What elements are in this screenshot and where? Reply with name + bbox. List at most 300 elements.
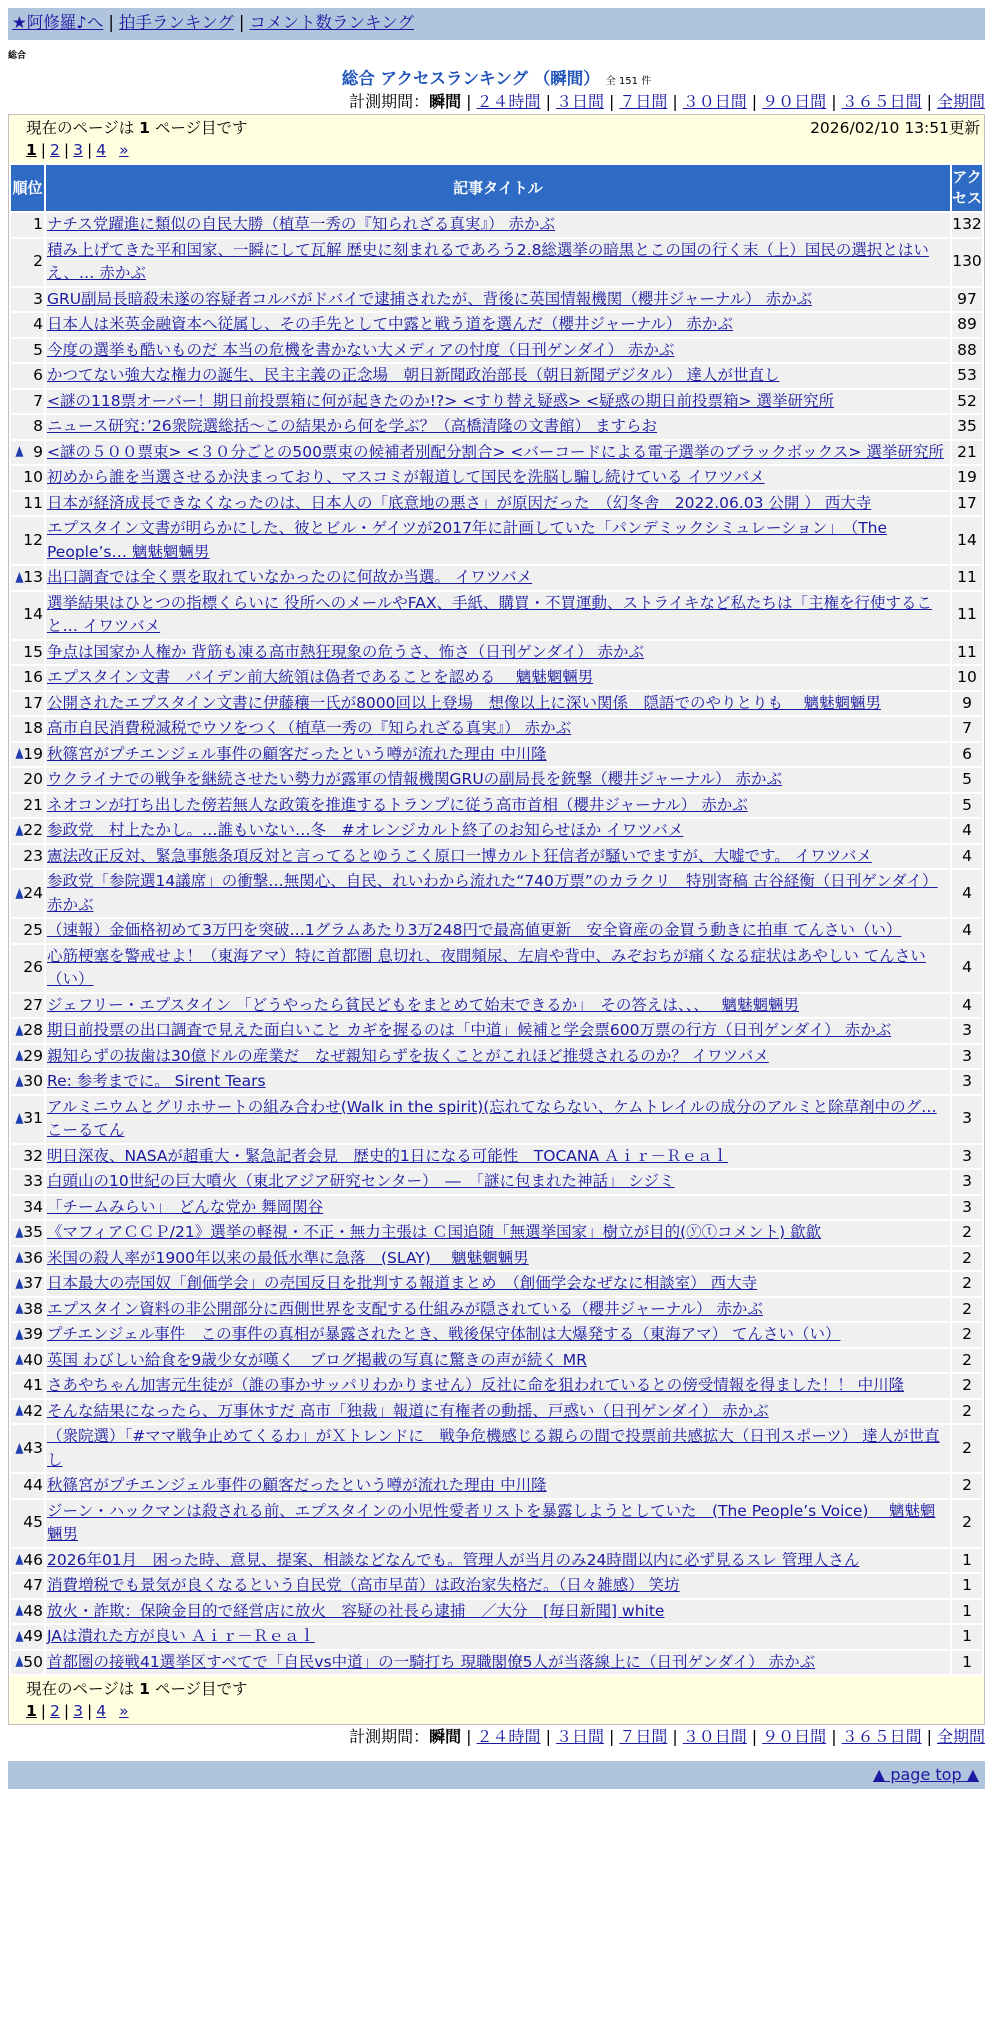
rank-cell [11,1019,44,1043]
title-cell [46,1323,950,1347]
rank-number: 43 [23,1438,43,1457]
rank-cell [11,339,44,363]
table-row [11,517,982,564]
table-row [11,1019,982,1043]
rank-number: 4 [33,315,43,333]
up-arrow-icon: ▲ [15,1274,24,1291]
table-row [11,1045,982,1069]
rank-number: 29 [23,1046,43,1065]
rank-cell [11,1425,44,1472]
period-link[interactable]: 全期間 [936,1727,985,1746]
title-cell [46,1474,950,1498]
col-access-header: アクセス [952,165,982,211]
article-link[interactable]: 《マフィアＣＣＰ/21》選挙の軽視・不正・無力主張は Ｃ国追随「無選挙国家」樹立が目的(ⓨⓣコメント) 歙歙 [47,1223,822,1241]
rank-number: 40 [23,1350,43,1369]
page-link[interactable]: 4 [96,1702,107,1720]
up-arrow-icon: ▲ [15,443,24,460]
rank-cell [11,415,44,439]
access-count: 2 [952,1425,982,1472]
rank-cell [11,1096,44,1143]
article-link[interactable]: 出口調査では全く票を取れていなかったのに何故か当選。 イワツバメ [47,568,533,586]
table-row [11,919,982,943]
rank-cell [11,919,44,943]
title-cell [46,1349,950,1373]
title-cell [46,1221,950,1245]
access-count: 11 [952,592,982,639]
table-row [11,339,982,363]
current-page-text: 現在のページは 1 ページ目です [26,119,248,137]
page-title [8,68,985,90]
access-count: 88 [952,339,982,363]
access-count: 3 [952,1170,982,1194]
up-arrow-icon: ▲ [15,1351,24,1368]
article-link[interactable]: 高市自民消費税減税でウソをつく（植草一秀の『知られざる真実』） 赤かぶ [47,719,572,737]
article-link[interactable]: GRU副局長暗殺未遂の容疑者コルバがドバイで逮捕されたが、背後に英国情報機関（櫻井ジャーナル） 赤かぶ [47,289,813,308]
article-link[interactable]: プチエンジェル事件 この事件の真相が暴露されたとき、戦後保守体制は大爆発する（東海アマ） てんさい（い） [47,1325,841,1343]
up-arrow-icon: ▲ [15,1402,24,1419]
rank-cell [11,313,44,337]
table-row [11,743,982,767]
rank-number: 12 [23,530,43,549]
period-link[interactable]: ９０日間 [762,1727,827,1746]
table-row [11,1145,982,1169]
page-link[interactable]: 3 [73,141,84,159]
rank-number: 22 [23,821,43,839]
up-arrow-icon: ▲ [15,1021,24,1038]
rank-number: 42 [23,1401,43,1420]
table-row [11,239,982,286]
page-links-bottom: 1 | 2 | 3 | 4 » [26,1702,129,1720]
rank-cell [11,492,44,516]
rank-number: 36 [23,1248,43,1267]
access-count: 2 [952,1500,982,1547]
access-count: 1 [952,1600,982,1624]
title-cell [46,1651,950,1675]
table-row [11,313,982,337]
up-arrow-icon: ▲ [15,745,24,762]
rank-number: 31 [23,1109,43,1128]
article-link[interactable]: 首都圏の接戦41選挙区すべてで「自民vs中道」の一騎打ち 現職閣僚5人が当落線上に（日刊ゲンダイ） 赤かぶ [47,1652,816,1671]
access-count: 5 [952,794,982,818]
title-cell [46,945,950,992]
table-row [11,1625,982,1649]
rank-cell [11,845,44,869]
table-row [11,1221,982,1245]
access-count: 9 [952,692,982,716]
access-count: 4 [952,845,982,869]
rank-cell [11,1349,44,1373]
period-link[interactable]: 全期間 [936,92,985,111]
home-link[interactable]: ★阿修羅♪へ [12,13,104,32]
period-link[interactable]: ２４時間 [476,92,541,111]
access-count: 3 [952,1145,982,1169]
title-cell [46,313,950,337]
access-count: 4 [952,945,982,992]
rank-cell [11,1474,44,1498]
rank-cell [11,870,44,917]
access-count: 19 [952,466,982,490]
period-label: 計測期間： [349,1727,430,1746]
article-link[interactable]: 親知らずの抜歯は30億ドルの産業だ なぜ親知らずを抜くことがこれほど推奨されるのか？ イワツバメ [47,1046,769,1065]
access-count: 2 [952,1298,982,1322]
rank-cell [11,441,44,465]
next-page-link[interactable]: » [119,1702,129,1720]
access-count: 1 [952,1625,982,1649]
table-row [11,1574,982,1598]
rank-number: 27 [23,995,43,1014]
up-arrow-icon: ▲ [15,821,24,838]
access-count: 3 [952,1096,982,1143]
title-cell [46,390,950,414]
title-cell [46,768,950,792]
period-link[interactable]: ９０日間 [762,92,827,111]
top-nav: ★阿修羅♪へ | 拍手ランキング | コメント数ランキング [8,8,985,40]
article-link[interactable]: 消費増税でも景気が良くなるという自民党（高市早苗）は政治家失格だ。（日々雑感） 笑坊 [47,1576,680,1594]
ranking-box [8,114,985,1725]
rank-cell [11,239,44,286]
table-row [11,441,982,465]
rank-number: 47 [23,1576,43,1594]
clap-ranking-link[interactable]: 拍手ランキング [118,13,234,32]
article-link[interactable]: 憲法改正反対、緊急事態条項反対と言ってるとゆうこく原口一博カルト狂信者が騒いでますが、大嘘です。 イワツバメ [47,846,872,865]
access-count: 21 [952,441,982,465]
table-row [11,768,982,792]
access-count: 4 [952,819,982,843]
title-cell [46,415,950,439]
title-cell [46,566,950,590]
article-link[interactable]: 日本が経済成長できなくなったのは、日本人の「底意地の悪さ」が原因だった （幻冬舎 2022.06.03 公開 ） 西大寺 [47,493,872,512]
table-row [11,492,982,516]
article-link[interactable]: さあやちゃん加害元生徒が（誰の事かサッパリわかりません）反社に命を狙われているとの傍受情報を得ました！！ 中川隆 [47,1376,905,1394]
article-link[interactable]: 公開されたエプスタイン文書に伊藤穰一氏が8000回以上登場 想像以上に深い関係 隠語でのやりとりも 魑魅魍魎男 [47,693,881,712]
page-current: 1 [26,1702,37,1720]
article-link[interactable]: かつてない強大な権力の誕生、民主主義の正念場 朝日新聞政治部長（朝日新聞デジタル） 達人が世直し [47,366,780,384]
page-current: 1 [26,141,37,159]
article-link[interactable]: ウクライナでの戦争を継続させたい勢力が露軍の情報機関GRUの副局長を銃撃（櫻井ジャーナル） 赤かぶ [47,770,783,788]
table-row [11,1272,982,1296]
rank-cell [11,517,44,564]
title-cell [46,1574,950,1598]
page-link[interactable]: 2 [50,141,60,159]
rank-number: 30 [23,1072,43,1090]
title-cell [46,288,950,312]
up-arrow-icon: ▲ [15,1249,24,1266]
title-cell [46,1549,950,1573]
period-link[interactable]: ３６５日間 [841,92,922,111]
period-link[interactable]: ３０日間 [682,1727,747,1746]
access-count: 2 [952,1400,982,1424]
period-link[interactable]: ７日間 [619,92,668,111]
title-cell [46,1196,950,1220]
table-row [11,1247,982,1271]
access-count: 130 [952,239,982,286]
access-count: 2 [952,1247,982,1271]
ranking-rows [11,213,982,1674]
article-link[interactable]: 参政党 村上たかし。…誰もいない…冬 #オレンジカルト終了のお知らせほか イワツバメ [47,821,684,839]
updated-time: 2026/02/10 13:51更新 [810,119,980,137]
access-count: 2 [952,1349,982,1373]
rank-cell [11,566,44,590]
title-cell [46,492,950,516]
article-link[interactable]: 初めから誰を当選させるか決まっており、マスコミが報道して国民を洗脳し騙し続けている イワツバメ [47,468,765,486]
article-link[interactable]: 秋篠宮がプチエンジェル事件の顧客だったという噂が流れた理由 中川隆 [47,1476,547,1494]
article-link[interactable]: 英国 わびしい給食を9歳少女が嘆く ブログ掲載の写真に驚きの声が続く MR [47,1350,587,1369]
table-row [11,717,982,741]
up-arrow-icon: ▲ [15,1439,24,1456]
title-cell [46,994,950,1018]
access-count: 2 [952,1374,982,1398]
rank-number: 18 [23,719,43,737]
rank-cell [11,819,44,843]
title-cell [46,466,950,490]
title-cell [46,592,950,639]
rank-cell [11,1247,44,1271]
rank-number: 45 [23,1513,43,1532]
table-row [11,1474,982,1498]
table-row [11,1323,982,1347]
rank-number: 20 [23,770,43,788]
rank-cell [11,994,44,1018]
ranking-table [9,163,984,1676]
page-links: 1 | 2 | 3 | 4 » [26,141,129,159]
article-link[interactable]: ネオコンが打ち出した傍若無人な政策を推進するトランプに従う高市首相（櫻井ジャーナル） 赤かぶ [47,795,748,814]
rank-cell [11,692,44,716]
current-page-text-bottom: 現在のページは 1 ページ目です [26,1680,248,1698]
table-row [11,1400,982,1424]
period-link[interactable]: ３日間 [555,1727,604,1746]
title-cell [46,1625,950,1649]
table-row [11,666,982,690]
access-count: 97 [952,288,982,312]
up-arrow-icon: ▲ [15,1627,24,1644]
title-cell [46,441,950,465]
article-link[interactable]: エプスタイン文書が明らかにした、彼とビル・ゲイツが2017年に計画していた「パンデミックシミュレーション」 （The People’s… 魑魅魍魎男 [47,519,888,561]
title-cell [46,239,950,286]
period-link[interactable]: ３６５日間 [841,1727,922,1746]
article-link[interactable]: 参政党「参院選14議席」の衝撃…無関心、自民、れいわから流れた“740万票”のカラクリ 特別寄稿 古谷経衡（日刊ゲンダイ） 赤かぶ [47,872,938,914]
rank-number: 35 [23,1223,43,1241]
article-link[interactable]: 期日前投票の出口調査で見えた面白いこと カギを握るのは「中道」候補と学会票600万票の行方（日刊ゲンダイ） 赤かぶ [47,1021,892,1039]
title-cell [46,819,950,843]
table-row [11,1600,982,1624]
title-cell [46,1500,950,1547]
rank-number: 48 [23,1601,43,1620]
access-count: 10 [952,666,982,690]
rank-cell [11,1400,44,1424]
title-cell [46,1070,950,1094]
rank-number: 41 [23,1376,43,1394]
rank-number: 2 [33,252,43,271]
article-link[interactable]: エプスタイン文書 バイデン前大統領は偽者であることを認める 魑魅魍魎男 [47,668,594,686]
rank-cell [11,945,44,992]
rank-cell [11,466,44,490]
rank-cell [11,1272,44,1296]
article-link[interactable]: 日本最大の売国奴「創価学会」の売国反日を批判する報道まとめ （創価学会なぜなに相談室） 西大寺 [47,1274,758,1292]
access-count: 2 [952,1272,982,1296]
table-row [11,466,982,490]
up-arrow-icon: ▲ [15,1223,24,1240]
title-cell [46,213,950,237]
table-row [11,1096,982,1143]
period-link[interactable]: ７日間 [619,1727,668,1746]
article-link[interactable]: JAは潰れた方が良い Ａｉｒ－Ｒｅａｌ [47,1627,315,1645]
table-row [11,1349,982,1373]
article-link[interactable]: （衆院選）「#ママ戦争止めてくるわ」がＸトレンドに 戦争危機感じる親らの間で投票前共感拡大（日刊スポーツ） 達人が世直し [47,1427,940,1469]
pager-bottom [9,1676,984,1724]
article-link[interactable]: ジェフリー・エプスタイン 「どうやったら貧民どもをまとめて始末できるか」 その答えは、、、 魑魅魍魎男 [47,995,799,1014]
table-row [11,1170,982,1194]
article-link[interactable]: ジーン・ハックマンは殺される前、エプスタインの小児性愛者リストを暴露しようとしていた (The People’s Voice) 魑魅魍魎男 [47,1501,936,1543]
page-link[interactable]: 2 [50,1702,60,1720]
period-selector-top: 計測期間：瞬間 | ２４時間 | ３日間 | ７日間 | ３０日間 | ９０日間 | ３６５日間 | 全期間 [349,92,985,111]
access-count: 2 [952,1221,982,1245]
title-cell [46,339,950,363]
article-link[interactable]: ナチス党躍進に類似の自民大勝（植草一秀の『知られざる真実』） 赤かぶ [47,215,556,233]
article-link[interactable]: アルミニウムとグリホサートの組み合わせ(Walk in the spirit)(忘れてならない、ケムトレイルの成分のアルミと除草剤中のグ… こーるてん [47,1097,937,1139]
rank-cell [11,1045,44,1069]
rank-number: 34 [23,1197,43,1216]
article-link[interactable]: 争点は国家か人権か 背筋も凍る高市熱狂現象の危うさ、怖さ（日刊ゲンダイ） 赤かぶ [47,642,644,661]
title-cell [46,641,950,665]
period-link[interactable]: ２４時間 [476,1727,541,1746]
rank-number: 44 [23,1476,43,1494]
table-row [11,288,982,312]
rank-cell [11,1549,44,1573]
access-count: 132 [952,213,982,237]
up-arrow-icon: ▲ [15,1110,24,1126]
article-link[interactable]: 秋篠宮がプチエンジェル事件の顧客だったという噂が流れた理由 中川隆 [47,744,547,763]
table-row [11,364,982,388]
title-cell [46,1272,950,1296]
table-row [11,1070,982,1094]
period-current: 瞬間 [429,92,462,111]
footer-bar [8,1761,985,1789]
article-link[interactable]: 米国の殺人率が1900年以来の最低水準に急落 (SLAY) 魑魅魍魎男 [47,1248,529,1267]
article-link[interactable]: エプスタイン資料の非公開部分に西側世界を支配する仕組みが隠されている（櫻井ジャーナル） 赤かぶ [47,1299,763,1318]
rank-cell [11,1170,44,1194]
rank-number: 11 [23,493,43,512]
title-cell [46,517,950,564]
table-row [11,641,982,665]
article-link[interactable]: <謎の５００票束> <３０分ごとの500票束の候補者別配分割合> <バーコードによる電子選挙のブラックボックス> 選挙研究所 [47,442,944,461]
table-row [11,794,982,818]
next-page-link[interactable]: » [119,141,129,159]
rank-cell [11,213,44,237]
table-row [11,945,982,992]
rank-cell [11,1196,44,1220]
pager-top [9,115,984,163]
access-count: 4 [952,919,982,943]
rank-number: 10 [23,468,43,486]
table-row [11,1549,982,1573]
rank-number: 8 [33,417,43,435]
access-count: 3 [952,1045,982,1069]
table-row [11,415,982,439]
title-cell [46,1170,950,1194]
up-arrow-icon: ▲ [15,1551,24,1568]
title-cell [46,1247,950,1271]
page-top-link[interactable]: ▲ page top ▲ [872,1765,979,1784]
article-link[interactable]: 明日深夜、NASAが超重大・緊急記者会見 歴史的1日になる可能性 TOCANA Ａｉｒ－Ｒｅａｌ [47,1146,729,1165]
access-count: 11 [952,641,982,665]
up-arrow-icon: ▲ [15,1072,24,1089]
rank-cell [11,1221,44,1245]
rank-cell [11,1500,44,1547]
rank-number: 21 [23,795,43,814]
rank-cell [11,390,44,414]
title-cell [46,845,950,869]
rank-cell [11,768,44,792]
article-link[interactable]: 2026年01月 困った時、意見、提案、相談などなんでも。管理人が当月のみ24時間以内に必ず見るスレ 管理人さん [47,1550,860,1569]
article-link[interactable]: 心筋梗塞を警戒せよ！（東海アマ）特に首都圏 息切れ、夜間頻尿、左肩や背中、みぞおちが痛くなる症状はあやしい てんさい（い） [47,946,926,988]
rank-number: 17 [23,693,43,712]
rank-number: 1 [33,215,43,233]
rank-number: 5 [33,340,43,359]
title-cell [46,1096,950,1143]
rank-cell [11,1298,44,1322]
period-label: 計測期間： [349,92,430,111]
rank-number: 38 [23,1299,43,1318]
rank-number: 16 [23,668,43,686]
article-link[interactable]: 日本人は米英金融資本へ従属し、その手先として中露と戦う道を選んだ（櫻井ジャーナル） 赤かぶ [47,315,733,333]
period-link[interactable]: ３日間 [555,92,604,111]
title-cell [46,1045,950,1069]
title-cell [46,794,950,818]
comment-ranking-link[interactable]: コメント数ランキング [249,13,414,32]
access-count: 2 [952,1474,982,1498]
period-link[interactable]: ３０日間 [682,92,747,111]
table-row [11,1374,982,1398]
article-link[interactable]: ニュース研究：’26衆院選総括～この結果から何を学ぶ？（高橋清隆の文書館） ますらお [47,417,658,435]
rank-number: 28 [23,1021,43,1039]
table-row [11,870,982,917]
col-title-header: 記事タイトル [46,165,950,211]
article-link[interactable]: 今度の選挙も酷いものだ 本当の危機を書かない大メディアの忖度（日刊ゲンダイ） 赤かぶ [47,340,675,359]
rank-cell [11,1651,44,1675]
access-count: 1 [952,1651,982,1675]
rank-number: 23 [23,846,43,865]
article-link[interactable]: 積み上げてきた平和国家、一瞬にして瓦解 歴史に刻まれるであろう2.8総選挙の暗黒とこの国の行く末（上）国民の選択とはいえ、… 赤かぶ [47,240,929,282]
rank-number: 32 [23,1146,43,1165]
rank-number: 3 [33,289,43,308]
rank-cell [11,794,44,818]
rank-cell [11,743,44,767]
rank-number: 39 [23,1325,43,1343]
article-link[interactable]: 放火・詐欺：保険金目的で経営店に放火 容疑の社長ら逮捕 ／大分 [毎日新聞] white [47,1601,665,1620]
up-arrow-icon: ▲ [15,1602,24,1619]
table-row [11,213,982,237]
article-link[interactable]: 「チームみらい」 どんな党か 舞岡関谷 [47,1197,324,1216]
article-link[interactable]: そんな結果になったら、万事休すだ 高市「独裁」報道に有権者の動揺、戸惑い（日刊ゲンダイ） 赤かぶ [47,1401,769,1420]
rank-number: 15 [23,642,43,661]
total-count: 全 151 件 [605,76,652,87]
up-arrow-icon: ▲ [15,1325,24,1342]
rank-number: 9 [33,442,43,461]
page-link[interactable]: 4 [96,141,107,159]
article-link[interactable]: 選挙結果はひとつの指標くらいに 役所へのメールやFAX、手紙、購買・不買運動、ストライキなど私たちは「主権を行使すること… イワツバメ [47,593,933,635]
article-link[interactable]: Re: 参考までに。 Sirent Tears [47,1072,266,1090]
table-row [11,994,982,1018]
access-count: 1 [952,1549,982,1573]
article-link[interactable]: 白頭山の10世紀の巨大噴火（東北アジア研究センター） ― 「謎に包まれた神話」 シジミ [47,1172,675,1190]
rank-number: 6 [33,366,43,384]
article-link[interactable]: （速報）金価格初めて3万円を突破…1グラムあたり3万248円で最高値更新 安全資産の金買う動きに拍車 てんさい（い） [47,921,902,939]
table-row [11,1298,982,1322]
access-count: 14 [952,517,982,564]
page-link[interactable]: 3 [73,1702,84,1720]
table-row [11,566,982,590]
article-link[interactable]: <謎の118票オーバー！期日前投票箱に何が起きたのか!?> <すり替え疑惑> <疑惑の期日前投票箱> 選挙研究所 [47,391,834,410]
